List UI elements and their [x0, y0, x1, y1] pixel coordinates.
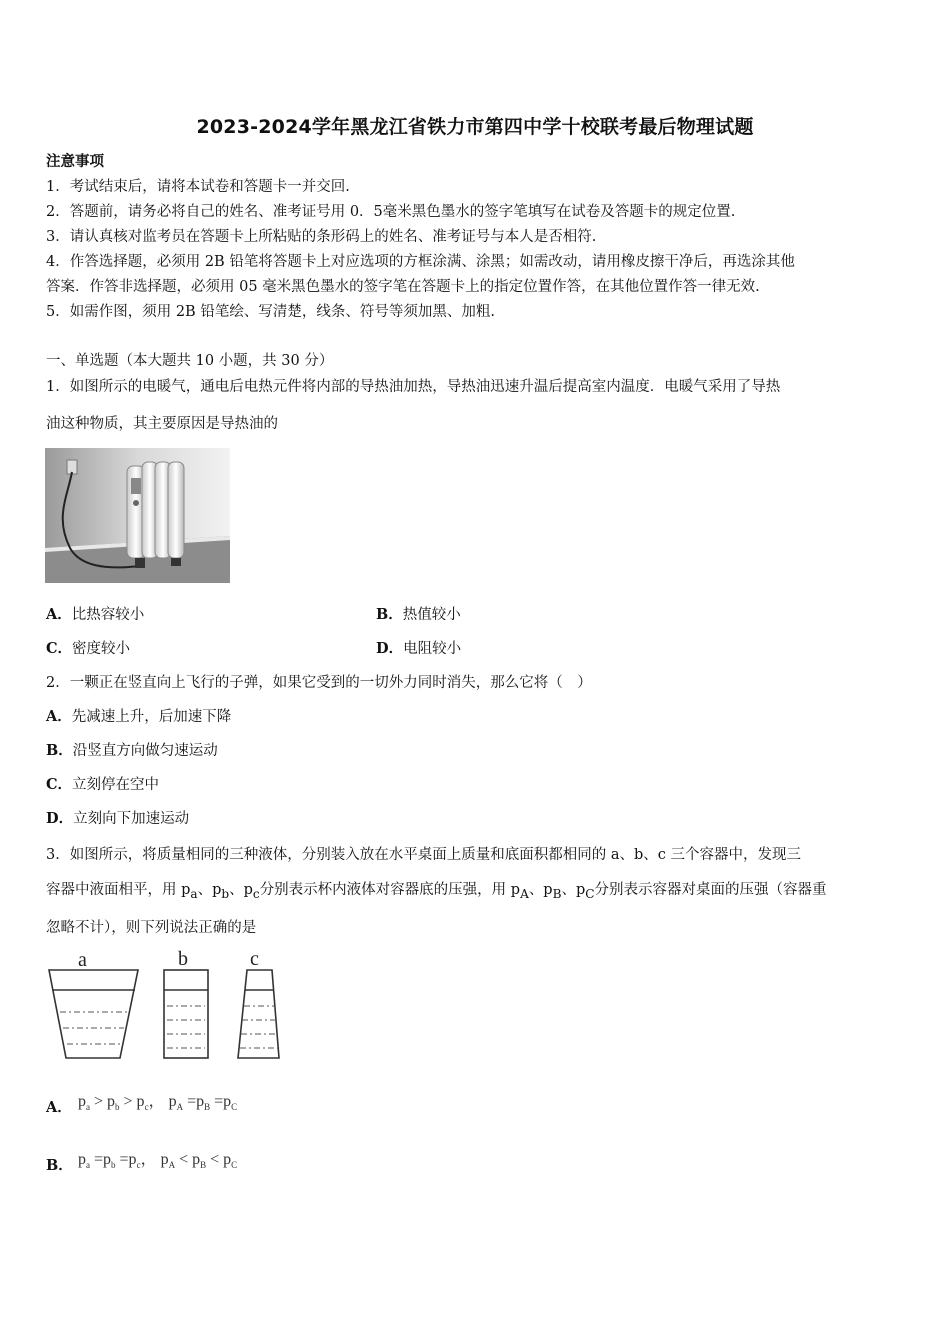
note-item: 5．如需作图，须用 2B 铅笔绘、写清楚，线条、符号等须加黑、加粗. — [46, 304, 495, 320]
q3-option-b-label[interactable]: B． — [46, 1157, 73, 1174]
sub: a — [86, 1102, 90, 1113]
notes-heading: 注意事项 — [46, 153, 104, 170]
q1-stem-line2: 油这种物质，其主要原因是导热油的 — [46, 416, 278, 432]
text-span: p — [160, 1151, 169, 1168]
text-span: < p — [206, 1151, 232, 1168]
option-text: 热值较小 — [402, 607, 461, 623]
text-span: =p — [183, 1093, 205, 1110]
container-c — [238, 970, 279, 1058]
q3-option-a-label[interactable]: A． — [46, 1099, 72, 1116]
q3-option-b-formula[interactable] — [78, 1146, 237, 1170]
container-label-a: a — [78, 949, 87, 971]
note-item: 答案．作答非选择题，必须用 05 毫米黑色墨水的签字笔在答题卡上的指定位置作答，在其他位置作答一律无效. — [46, 279, 760, 295]
sub: b — [221, 886, 230, 901]
text-span: ， — [148, 1093, 165, 1110]
q1-option-b[interactable] — [376, 605, 461, 625]
heater-illustration — [45, 448, 230, 583]
option-text: 比热容较小 — [71, 607, 145, 623]
sub: B — [552, 886, 562, 901]
text-span: 、p — [197, 882, 222, 898]
option-text: 立刻停在空中 — [72, 777, 160, 793]
note-item: 3．请认真核对监考员在答题卡上所粘贴的条形码上的姓名、准考证号与本人是否相符. — [46, 229, 597, 245]
sub: a — [86, 1160, 90, 1171]
text-span: > p — [90, 1093, 116, 1110]
containers-diagram — [46, 948, 286, 1063]
q3-stem-line1: 3．如图所示，将质量相同的三种液体，分别装入放在水平桌面上质量和底面积都相同的 a、b、c 三个容器中，发现三 — [46, 847, 801, 863]
container-label-b: b — [178, 948, 188, 970]
q2-option-b[interactable] — [46, 741, 218, 761]
sub: a — [190, 886, 198, 901]
note-item: 1．考试结束后，请将本试卷和答题卡一并交回. — [46, 179, 350, 195]
text-span: > p — [119, 1093, 145, 1110]
option-label: A． — [46, 708, 72, 725]
q2-option-d[interactable] — [46, 809, 189, 829]
sub: c — [144, 1102, 149, 1113]
sub: C — [585, 886, 595, 901]
text-span: p — [168, 1093, 177, 1110]
heater-photo — [45, 448, 230, 583]
container-a — [49, 970, 138, 1058]
sub: B — [204, 1102, 211, 1113]
section-heading: 一、单选题（本大题共 10 小题，共 30 分） — [46, 353, 334, 369]
text-span: ， — [140, 1151, 157, 1168]
option-label: B． — [46, 742, 73, 759]
option-text: 电阻较小 — [403, 641, 462, 657]
q2-stem: 2．一颗正在竖直向上飞行的子弹，如果它受到的一切外力同时消失，那么它将（ ） — [46, 675, 592, 691]
q3-stem-line3: 忽略不计），则下列说法正确的是 — [46, 920, 257, 936]
q3-option-a-formula[interactable] — [78, 1088, 237, 1112]
option-label: A． — [46, 606, 72, 623]
text-span: =p — [210, 1093, 232, 1110]
text-span: 容器中液面相平，用 p — [46, 882, 191, 898]
option-label: D． — [376, 640, 404, 657]
q1-option-c[interactable] — [46, 639, 130, 659]
sub: A — [520, 886, 529, 901]
option-text: 立刻向下加速运动 — [73, 811, 190, 827]
text-span: p — [78, 1093, 86, 1110]
sub: C — [231, 1160, 238, 1171]
text-span: < p — [175, 1151, 201, 1168]
containers-illustration — [46, 948, 286, 1063]
q1-option-a[interactable] — [46, 605, 144, 625]
page-title: 2023-2024学年黑龙江省铁力市第四中学十校联考最后物理试题 — [196, 116, 754, 138]
text-span: p — [78, 1151, 86, 1168]
q2-option-c[interactable] — [46, 775, 159, 795]
text-span: 分别表示容器对桌面的压强（容器重 — [594, 882, 827, 898]
text-span: 、p — [229, 882, 253, 898]
note-item: 4．作答选择题，必须用 2B 铅笔将答题卡上对应选项的方框涂满、涂黑；如需改动，请用橡皮擦干净后，再选涂其他 — [46, 254, 795, 270]
text-span: 分别表示杯内液体对容器底的压强，用 p — [259, 882, 521, 898]
container-b — [164, 970, 208, 1058]
q2-option-a[interactable] — [46, 707, 231, 727]
text-span: 、p — [561, 882, 586, 898]
option-label: B． — [376, 606, 403, 623]
option-text: 沿竖直方向做匀速运动 — [72, 743, 218, 759]
note-item: 2．答题前，请务必将自己的姓名、准考证号用 0．5毫米黑色墨水的签字笔填写在试卷及答题卡的规定位置. — [46, 204, 736, 220]
option-label: C． — [46, 640, 73, 657]
option-text: 密度较小 — [72, 641, 131, 657]
option-label: C． — [46, 776, 73, 793]
sub: b — [115, 1102, 120, 1113]
sub: c — [252, 886, 260, 901]
sub: B — [200, 1160, 207, 1171]
sub: c — [136, 1160, 141, 1171]
container-label-c: c — [250, 948, 259, 970]
option-label: D． — [46, 810, 74, 827]
q3-stem-line2 — [46, 880, 827, 904]
text-span: =p — [115, 1151, 137, 1168]
sub: C — [231, 1102, 238, 1113]
q1-stem-line1: 1．如图所示的电暖气，通电后电热元件将内部的导热油加热，导热油迅速升温后提高室内温度．电暖气采用了导热 — [46, 379, 781, 395]
sub: b — [111, 1160, 116, 1171]
text-span: =p — [90, 1151, 112, 1168]
text-span: 、p — [528, 882, 553, 898]
sub: A — [176, 1102, 184, 1113]
option-text: 先减速上升，后加速下降 — [71, 709, 232, 725]
sub: A — [168, 1160, 176, 1171]
q1-option-d[interactable] — [376, 639, 461, 659]
